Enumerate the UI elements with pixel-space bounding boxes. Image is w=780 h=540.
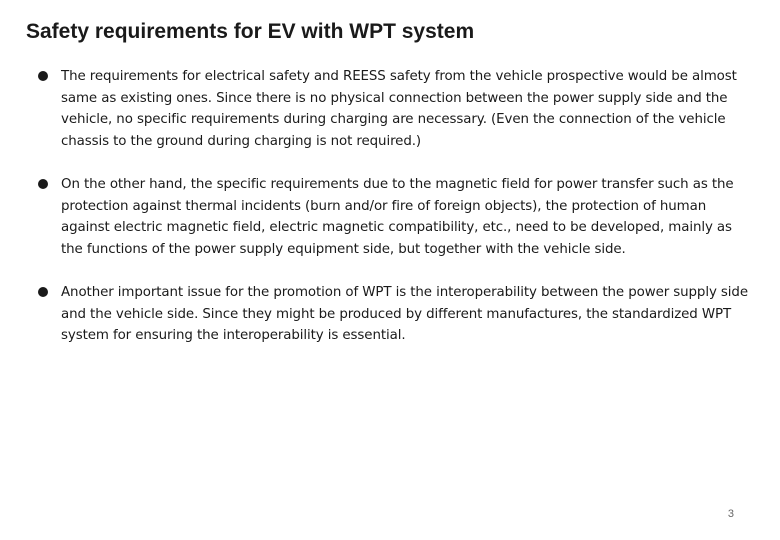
bullet-text: Another important issue for the promotion of WPT is the interoperability between the power supply side and the vehicle side. Since they might be produced by different manufactures, the standardized WPT system for ensuring the interoperability is essential.	[61, 284, 748, 344]
bullet-dot-icon	[38, 179, 48, 189]
bullet-dot-icon	[38, 71, 48, 81]
bullet-text: On the other hand, the specific requirements due to the magnetic field for power transfer such as the protection against thermal incidents (burn and/or fire of foreign objects), the protection of human against electric magnetic field, electric magnetic compatibility, etc., need to be developed, mainly as the functions of the power supply equipment side, but together with the vehicle side.	[61, 176, 734, 257]
bullet-dot-icon	[38, 287, 48, 297]
bullet-list	[38, 66, 754, 368]
bullet-text: The requirements for electrical safety and REESS safety from the vehicle prospective would be almost same as existing ones. Since there is no physical connection between the power supply side and the vehicle, no specific requirements during charging are necessary. (Even the connection of the vehicle chassis to the ground during charging is not required.)	[61, 69, 737, 149]
bullet-item	[38, 282, 754, 347]
bullet-item	[38, 66, 754, 152]
slide-title: Safety requirements for EV with WPT system	[26, 20, 475, 43]
page-number: 3	[727, 508, 734, 520]
bullet-item	[38, 174, 754, 260]
